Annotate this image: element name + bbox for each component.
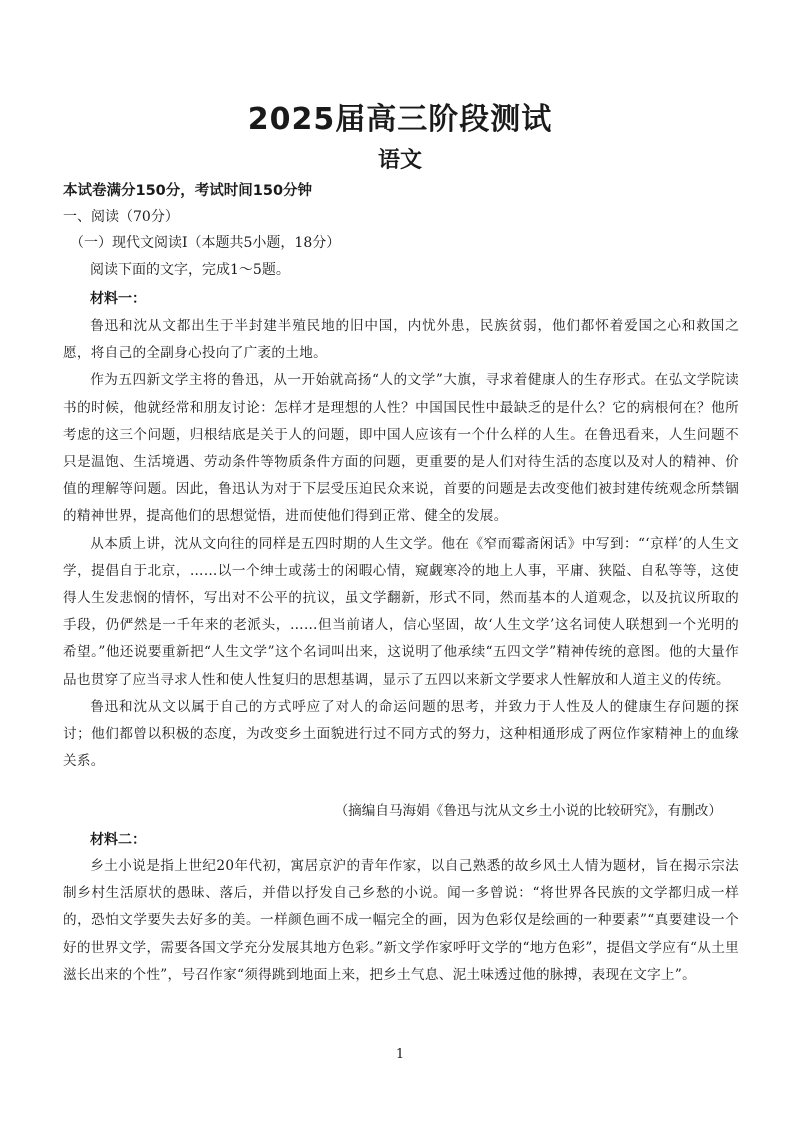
instruction-text: 阅读下面的文字，完成1～5题。 xyxy=(90,262,290,278)
paragraph: 乡土小说是指上世纪20年代初，寓居京沪的青年作家，以自己熟悉的故乡风土人情为题材，旨在揭示宗法制乡村生活原状的愚昧、落后，并借以抒发自己乡愁的小说。闻一多曾说：“将世界各民族的文学都归成一样的，恐怕文学要失去好多的美。一样颜色画不成一幅完全的画，因为色彩仅是绘画的一种要素”“真要建设一个好的世界文学，需要各国文学充分发展其地方色彩。”新文学作家呼吁文学的“地方色彩”，提倡文学应有“从土里滋长出来的个性”，号召作家“须得跳到地面上来，把乡土气息、泥土味透过他的脉搏，表现在文字上”。 xyxy=(63,858,739,983)
paragraph: 鲁迅和沈从文都出生于半封建半殖民地的旧中国，内忧外患，民族贫弱，他们都怀着爱国之心和救国之愿，将自己的全副身心投向了广袤的土地。 xyxy=(63,318,739,362)
source-citation: （摘编自马海娟《鲁迅与沈从文乡土小说的比较研究》，有删改） xyxy=(334,803,722,819)
section-heading: 一、阅读（70分） xyxy=(63,209,179,225)
material-one-heading: 材料一： xyxy=(90,291,146,307)
paragraph: 作为五四新文学主将的鲁迅，从一开始就高扬“人的文学”大旗，寻求着健康人的生存形式。在弘文学院读书的时候，他就经常和朋友讨论：怎样才是理想的人性？中国国民性中最缺乏的是什么？它的病根何在？他所考虑的这三个问题，归根结底是关于人的问题，即中国人应该有一个什么样的人生。在鲁迅看来，人生问题不只是温饱、生活境遇、劳动条件等物质条件方面的问题，更重要的是人们对待生活的态度以及对人的精神、价值的理解等问题。因此，鲁迅认为对于下层受压迫民众来说，首要的问题是去改变他们被封建传统观念所禁锢的精神世界，提高他们的思想觉悟，进而使他们得到正常、健全的发展。 xyxy=(63,372,739,525)
paragraph: 从本质上讲，沈从文向往的同样是五四时期的人生文学。他在《窄而霉斋闲话》中写到：“‘京样’的人生文学，提倡自于北京，……以一个绅士或荡士的闲暇心情，窥觑寒冷的地上人事，平庸、狭隘、自私等等，这使得人生发悲悯的情怀，写出对不公平的抗议，虽文学翻新，形式不同，然而基本的人道观念，以及抗议所取的手段，仍俨然是一千年来的老派头，……但当前诸人，信心坚固，故‘人生文学’这名词使人联想到一个光明的希望。”他还说要重新把“人生文学”这个名词叫出来，这说明了他承续“五四文学”精神传统的意图。他的大量作品也贯穿了应当寻求人性和使人性复归的思想基调，显示了五四以来新文学要求人性解放和人道主义的传统。 xyxy=(63,535,739,688)
material-two-heading: 材料二： xyxy=(90,832,146,848)
subsection-heading: （一）现代文阅读Ⅰ（本题共5小题，18分） xyxy=(70,235,341,251)
page-title: 2025届高三阶段测试 xyxy=(247,102,553,137)
material-two-body xyxy=(63,853,739,989)
exam-info: 本试卷满分150分，考试时间150分钟 xyxy=(63,183,313,199)
subject-title: 语文 xyxy=(377,148,422,173)
material-one-body xyxy=(63,313,739,775)
paragraph: 鲁迅和沈从文以属于自己的方式呼应了对人的命运问题的思考，并致力于人性及人的健康生存问题的探讨；他们都曾以积极的态度，为改变乡土面貌进行过不同方式的努力，这种相通形成了两位作家精神上的血缘关系。 xyxy=(63,698,739,770)
page-number: 1 xyxy=(395,1047,405,1062)
